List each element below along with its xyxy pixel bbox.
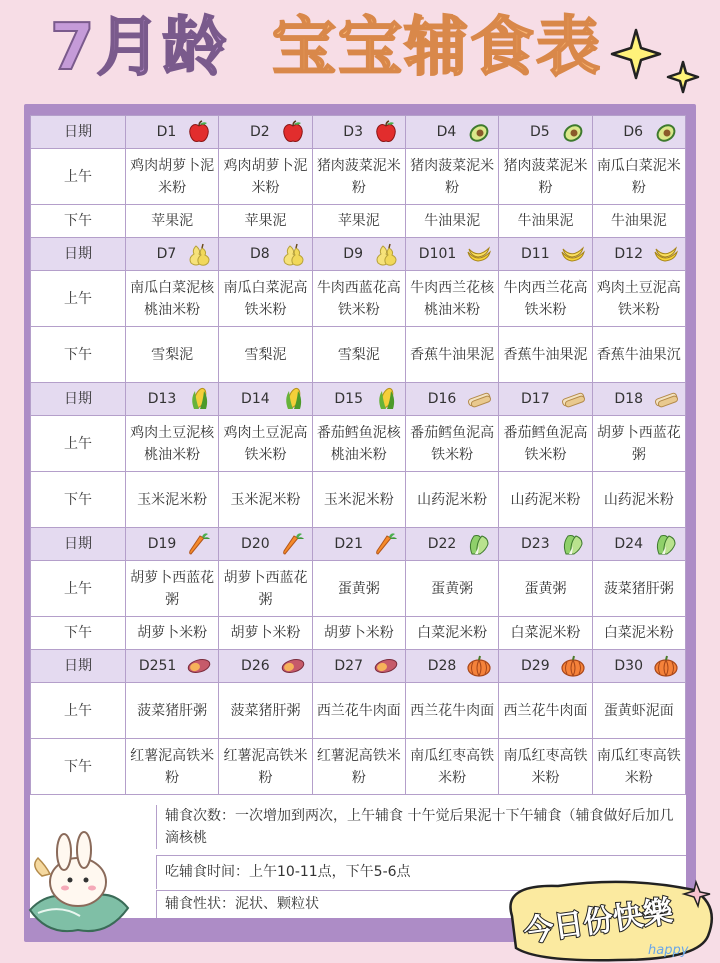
day-label: D1 [156, 124, 177, 140]
afternoon-meal-cell: 南瓜红枣高铁米粉 [499, 739, 592, 795]
afternoon-row [31, 327, 686, 383]
date-label: 日期 [31, 528, 126, 561]
afternoon-meal-cell: 雪梨泥 [312, 327, 405, 383]
day-label: D14 [241, 391, 270, 407]
day-cell [405, 383, 498, 416]
bunny-mascot-icon [20, 818, 140, 938]
title-age: 7月龄 [50, 11, 229, 85]
day-label: D24 [614, 536, 643, 552]
happy-badge [498, 876, 720, 963]
day-label: D21 [334, 536, 363, 552]
pear-icon [186, 242, 212, 266]
star-icon [666, 60, 700, 94]
morning-meal-cell: 蛋黄粥 [499, 561, 592, 617]
day-label: D29 [521, 658, 550, 674]
afternoon-meal-cell: 雪梨泥 [126, 327, 219, 383]
date-label: 日期 [31, 383, 126, 416]
day-label: D23 [521, 536, 550, 552]
afternoon-label: 下午 [31, 472, 126, 528]
day-label: D3 [343, 124, 363, 140]
morning-meal-cell: 胡萝卜西蓝花粥 [219, 561, 312, 617]
day-cell [219, 116, 312, 149]
afternoon-row [31, 205, 686, 238]
note-time: 吃辅食时间：上午10-11点，下午5-6点 [156, 856, 686, 889]
day-cell [405, 650, 498, 683]
afternoon-label: 下午 [31, 739, 126, 795]
morning-meal-cell: 鸡肉土豆泥核桃油米粉 [126, 416, 219, 472]
sweet-potato-icon [373, 654, 399, 678]
afternoon-meal-cell: 雪梨泥 [219, 327, 312, 383]
morning-row [31, 416, 686, 472]
afternoon-meal-cell: 山药泥米粉 [499, 472, 592, 528]
morning-meal-cell: 鸡肉土豆泥高铁米粉 [592, 271, 685, 327]
morning-row [31, 149, 686, 205]
day-label: D8 [249, 246, 270, 262]
apple-icon [373, 120, 399, 144]
morning-meal-cell: 猪肉菠菜泥米粉 [499, 149, 592, 205]
morning-meal-cell: 菠菜猪肝粥 [219, 683, 312, 739]
cabbage-icon [653, 532, 679, 556]
day-label: D30 [614, 658, 643, 674]
morning-meal-cell: 南瓜白菜泥米粉 [592, 149, 685, 205]
afternoon-meal-cell: 香蕉牛油果沉 [592, 327, 685, 383]
banana-icon [466, 242, 492, 266]
day-label: D11 [521, 246, 550, 262]
day-label: D16 [427, 391, 457, 407]
note-frequency: 辅食次数：一次增加到两次，上午辅食 十午觉后果泥十下午辅食（辅食做好后加几滴核桃 [156, 805, 686, 849]
afternoon-meal-cell: 红薯泥高铁米粉 [219, 739, 312, 795]
date-label: 日期 [31, 650, 126, 683]
afternoon-meal-cell: 红薯泥高铁米粉 [126, 739, 219, 795]
afternoon-meal-cell: 胡萝卜米粉 [312, 617, 405, 650]
morning-meal-cell: 蛋黄粥 [405, 561, 498, 617]
day-cell [499, 116, 592, 149]
day-cell [405, 238, 498, 271]
day-cell [499, 528, 592, 561]
pumpkin-icon [466, 654, 492, 678]
day-cell [312, 383, 405, 416]
banana-icon [560, 242, 586, 266]
afternoon-meal-cell: 苹果泥 [312, 205, 405, 238]
afternoon-meal-cell: 红薯泥高铁米粉 [312, 739, 405, 795]
week-header-row [31, 650, 686, 683]
day-cell [592, 528, 685, 561]
pear-icon [373, 242, 399, 266]
morning-meal-cell: 菠菜猪肝粥 [592, 561, 685, 617]
sweet-potato-icon [280, 654, 306, 678]
day-cell [219, 238, 312, 271]
morning-meal-cell: 鸡肉胡萝卜泥 米粉 [219, 149, 312, 205]
meal-schedule-table [30, 115, 686, 795]
yam-icon [466, 387, 492, 411]
morning-meal-cell: 鸡肉胡萝卜泥 米粉 [126, 149, 219, 205]
day-label: D27 [334, 658, 363, 674]
morning-row [31, 561, 686, 617]
badge-main-text: 今日份快樂 [521, 894, 676, 950]
day-label: D17 [521, 391, 550, 407]
afternoon-meal-cell: 胡萝卜米粉 [126, 617, 219, 650]
morning-meal-cell: 番茄鳕鱼泥核桃油米粉 [312, 416, 405, 472]
day-cell [592, 650, 685, 683]
day-label: D7 [156, 246, 177, 262]
day-cell [592, 238, 685, 271]
note-texture: 辅食性状：泥状、颗粒状 [156, 891, 686, 918]
afternoon-row [31, 617, 686, 650]
day-label: D4 [436, 124, 457, 140]
day-label: D6 [623, 124, 643, 140]
morning-meal-cell: 猪肉菠菜泥米粉 [405, 149, 498, 205]
corn-icon [280, 387, 306, 411]
morning-row [31, 271, 686, 327]
afternoon-meal-cell: 牛油果泥 [499, 205, 592, 238]
morning-meal-cell: 蛋黄粥 [312, 561, 405, 617]
day-label: D26 [241, 658, 270, 674]
date-label: 日期 [31, 116, 126, 149]
afternoon-meal-cell: 白菜泥米粉 [499, 617, 592, 650]
apple-icon [280, 120, 306, 144]
afternoon-meal-cell: 苹果泥 [126, 205, 219, 238]
day-cell [312, 116, 405, 149]
banana-icon [653, 242, 679, 266]
morning-meal-cell: 胡萝卜西蓝花粥 [126, 561, 219, 617]
afternoon-meal-cell: 胡萝卜米粉 [219, 617, 312, 650]
pear-icon [280, 242, 306, 266]
yam-icon [653, 387, 679, 411]
afternoon-meal-cell: 南瓜红枣高铁米粉 [592, 739, 685, 795]
day-label: D101 [418, 246, 457, 262]
badge-sub-text: happy [648, 943, 689, 958]
day-cell [405, 528, 498, 561]
day-label: D9 [343, 246, 363, 262]
afternoon-meal-cell: 山药泥米粉 [592, 472, 685, 528]
day-cell [312, 650, 405, 683]
day-cell [219, 650, 312, 683]
afternoon-meal-cell: 苹果泥 [219, 205, 312, 238]
week-header-row [31, 238, 686, 271]
day-cell [312, 238, 405, 271]
morning-label: 上午 [31, 271, 126, 327]
pumpkin-icon [653, 654, 679, 678]
pumpkin-icon [560, 654, 586, 678]
cabbage-icon [466, 532, 492, 556]
day-cell [126, 116, 219, 149]
day-cell [499, 383, 592, 416]
morning-meal-cell: 西兰花牛肉面 [312, 683, 405, 739]
morning-label: 上午 [31, 683, 126, 739]
carrot-icon [186, 532, 212, 556]
morning-meal-cell: 番茄鳕鱼泥高铁米粉 [499, 416, 592, 472]
afternoon-meal-cell: 玉米泥米粉 [126, 472, 219, 528]
afternoon-label: 下午 [31, 205, 126, 238]
day-label: D5 [529, 124, 550, 140]
afternoon-meal-cell: 白菜泥米粉 [592, 617, 685, 650]
star-icon [610, 28, 662, 80]
week-header-row [31, 528, 686, 561]
day-label: D15 [334, 391, 363, 407]
afternoon-meal-cell: 牛油果泥 [405, 205, 498, 238]
morning-meal-cell: 菠菜猪肝粥 [126, 683, 219, 739]
afternoon-meal-cell: 玉米泥米粉 [219, 472, 312, 528]
day-label: D13 [147, 391, 177, 407]
corn-icon [186, 387, 212, 411]
morning-row [31, 683, 686, 739]
afternoon-row [31, 739, 686, 795]
day-cell [219, 528, 312, 561]
day-cell [126, 238, 219, 271]
yam-icon [560, 387, 586, 411]
morning-meal-cell: 牛肉西蓝花高铁米粉 [312, 271, 405, 327]
sweet-potato-icon [186, 654, 212, 678]
morning-label: 上午 [31, 561, 126, 617]
afternoon-meal-cell: 山药泥米粉 [405, 472, 498, 528]
day-cell [592, 383, 685, 416]
day-cell [592, 116, 685, 149]
morning-meal-cell: 鸡肉土豆泥高铁米粉 [219, 416, 312, 472]
avocado-icon [560, 120, 586, 144]
date-label: 日期 [31, 238, 126, 271]
avocado-icon [653, 120, 679, 144]
morning-meal-cell: 南瓜白菜泥核桃油米粉 [126, 271, 219, 327]
afternoon-label: 下午 [31, 327, 126, 383]
morning-meal-cell: 西兰花牛肉面 [405, 683, 498, 739]
page-title [0, 0, 720, 104]
day-label: D28 [427, 658, 457, 674]
morning-label: 上午 [31, 149, 126, 205]
morning-meal-cell: 牛肉西兰花高铁米粉 [499, 271, 592, 327]
carrot-icon [280, 532, 306, 556]
day-cell [312, 528, 405, 561]
morning-label: 上午 [31, 416, 126, 472]
day-cell [126, 383, 219, 416]
morning-meal-cell: 胡萝卜西蓝花粥 [592, 416, 685, 472]
afternoon-label: 下午 [31, 617, 126, 650]
apple-icon [186, 120, 212, 144]
day-cell [499, 650, 592, 683]
afternoon-meal-cell: 南瓜红枣高铁米粉 [405, 739, 498, 795]
title-main: 宝宝辅食表 [272, 11, 602, 85]
afternoon-meal-cell: 香蕉牛油果泥 [405, 327, 498, 383]
morning-meal-cell: 猪肉菠菜泥米粉 [312, 149, 405, 205]
day-cell [126, 528, 219, 561]
afternoon-meal-cell: 牛油果泥 [592, 205, 685, 238]
avocado-icon [466, 120, 492, 144]
afternoon-meal-cell: 香蕉牛油果泥 [499, 327, 592, 383]
carrot-icon [373, 532, 399, 556]
afternoon-row [31, 472, 686, 528]
morning-meal-cell: 牛肉西兰花核桃油米粉 [405, 271, 498, 327]
day-label: D2 [249, 124, 270, 140]
afternoon-meal-cell: 玉米泥米粉 [312, 472, 405, 528]
cabbage-icon [560, 532, 586, 556]
week-header-row [31, 383, 686, 416]
week-header-row [31, 116, 686, 149]
day-cell [126, 650, 219, 683]
day-label: D18 [614, 391, 643, 407]
afternoon-meal-cell: 白菜泥米粉 [405, 617, 498, 650]
morning-meal-cell: 西兰花牛肉面 [499, 683, 592, 739]
morning-meal-cell: 南瓜白菜泥高铁米粉 [219, 271, 312, 327]
day-label: D19 [147, 536, 177, 552]
morning-meal-cell: 蛋黄虾泥面 [592, 683, 685, 739]
corn-icon [373, 387, 399, 411]
day-label: D12 [614, 246, 643, 262]
day-cell [219, 383, 312, 416]
day-cell [405, 116, 498, 149]
morning-meal-cell: 番茄鳕鱼泥高铁米粉 [405, 416, 498, 472]
day-label: D251 [138, 658, 177, 674]
day-label: D20 [241, 536, 270, 552]
day-cell [499, 238, 592, 271]
day-label: D22 [427, 536, 457, 552]
